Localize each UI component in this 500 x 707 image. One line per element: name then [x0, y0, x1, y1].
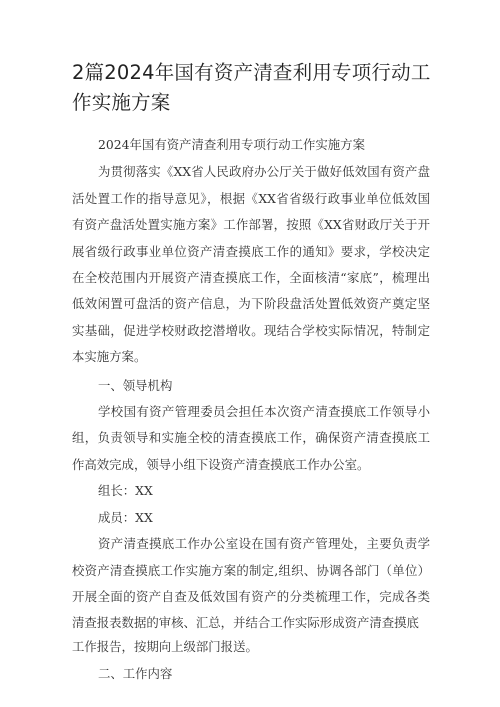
- document-subtitle: 2024年国有资产清查利用专项行动工作实施方案: [98, 137, 365, 152]
- office-paragraph: 资产清查摸底工作办公室设在国有资产管理处，主要负责学校资产清查摸底工作实施方案的制定,组织、协调各部门（单位）开展全面的资产自查及低效国有资产的分类梳理工作，完成各类清查报表数据的审核、汇总，并结合工作实际形成资产清查摸底: [72, 536, 430, 631]
- office-paragraph-tail: 工作报告，按期向上级部门报送。: [72, 638, 258, 654]
- intro-paragraph: 为贯彻落实《XX省人民政府办公厅关于做好低效国有资产盘活处置工作的指导意见》，根据《XX省省级行政事业单位低效国有资产盘活处置实施方案》工作部署，按照《XX省财政厅关于开展省级行政事业单位资产清查摸底工作的通知》要求，学校决定在全校范围内开展资产清查摸底工作，全面核清“家底”，梳理出低效闲置可盘活的资产信息，为下阶段盘活处置低效资产奠定坚实基础，促进学校财政挖潜增收。现结合学校实际情况，特制定本实施方案。: [72, 164, 430, 365]
- leader-line: 组长：XX: [98, 483, 153, 499]
- member-line: 成员：XX: [98, 509, 153, 525]
- leadership-paragraph: 学校国有资产管理委员会担任本次资产清查摸底工作领导小组，负责领导和实施全校的清查摸底工作，确保资产清查摸底工作高效完成，领导小组下设资产清查摸底工作办公室。: [72, 404, 430, 472]
- section-heading-leadership: 一、领导机构: [98, 377, 173, 393]
- section-heading-work-content: 二、工作内容: [98, 665, 173, 681]
- document-body: [72, 132, 430, 687]
- document-title: 2篇2024年国有资产清查利用专项行动工作实施方案: [72, 61, 431, 114]
